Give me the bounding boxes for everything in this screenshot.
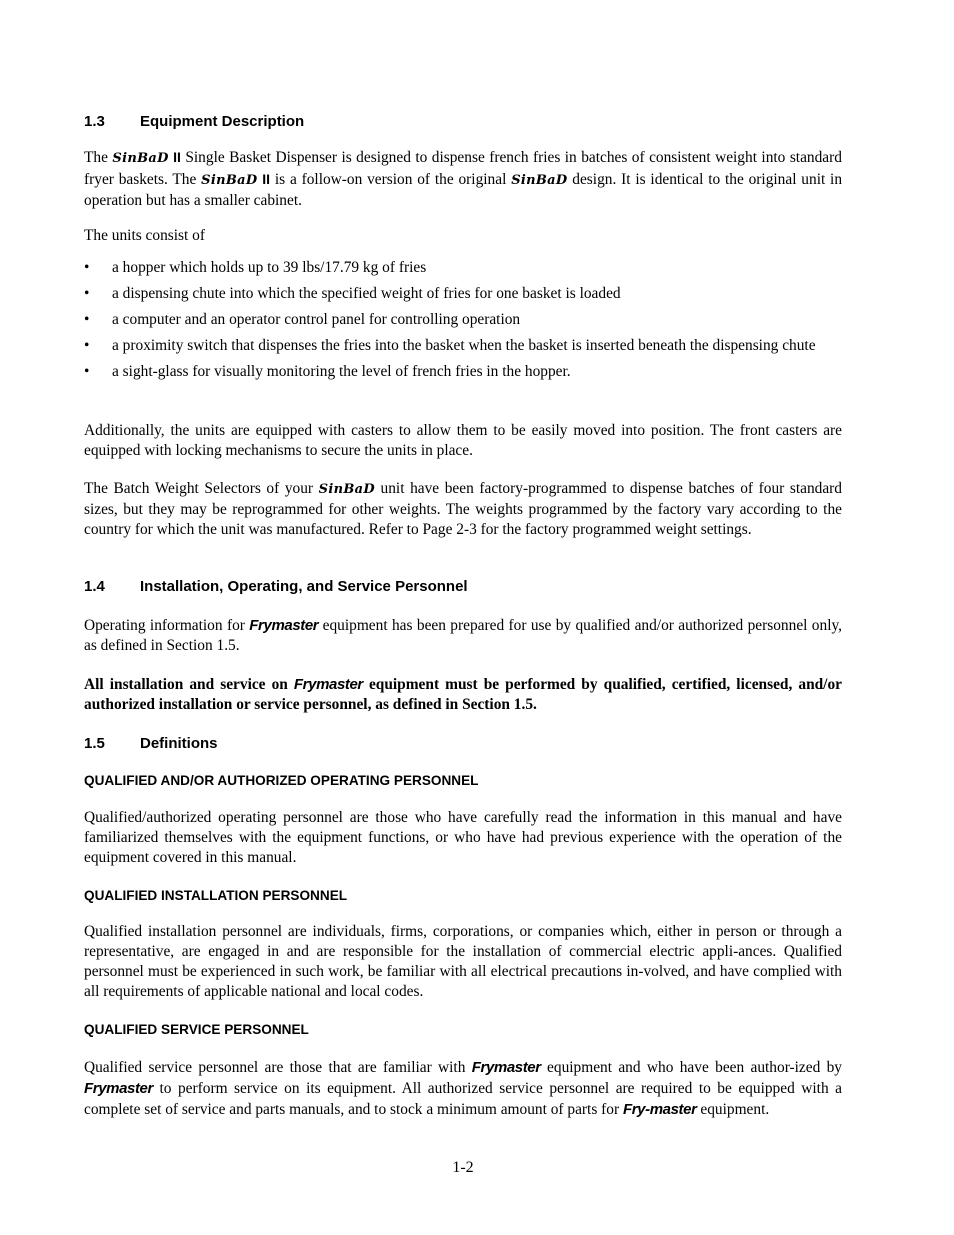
definition-heading: QUALIFIED SERVICE PERSONNEL [84, 1022, 309, 1037]
definition-text: Qualified installation personnel are individuals, firms, corporations, or companies which, either in person or through a representative, are engaged in and are responsible for the installation of commercial electric appli-ances. Qualified personnel must be experienced in such work, be familiar with all electrical precautions in-volved, and have complied with all requirements of applicable national and local codes. [84, 923, 842, 1000]
frymaster-logo: Fry- [622, 1101, 650, 1118]
model-suffix: II [173, 149, 181, 165]
frymaster-logo: master [649, 1101, 697, 1118]
units-consist-of-text: The units consist of [84, 227, 205, 244]
equipment-description-paragraph [84, 147, 842, 211]
frymaster-logo: Frymaster [84, 1080, 153, 1097]
bullet-icon: • [84, 363, 90, 380]
frymaster-logo: Frymaster [293, 676, 363, 693]
list-item: • a proximity switch that dispenses the fries into the basket when the basket is inserted beneath the dispensing chute [84, 337, 816, 354]
bullet-icon: • [84, 259, 90, 276]
list-item: • a sight-glass for visually monitoring the level of french fries in the hopper. [84, 363, 571, 380]
list-item: • a dispensing chute into which the specified weight of fries for one basket is loaded [84, 285, 621, 302]
section-title: Equipment Description [140, 113, 305, 130]
text-run: Single Basket Dispenser is designed to dispense french fries in batches of consistent weight into standard fryer baskets. The [84, 149, 842, 188]
operating-info-paragraph: Operating information for Frymaster equipment has been prepared for use by qualified and/or authorized personnel only, as defined in Section 1.5. [84, 617, 843, 654]
section-title: Installation, Operating, and Service Personnel [140, 578, 468, 595]
section-number: 1.5 [84, 735, 105, 752]
section-title: Definitions [140, 735, 218, 752]
components-list [84, 258, 842, 388]
definition-heading: QUALIFIED AND/OR AUTHORIZED OPERATING PERSONNEL [84, 773, 479, 788]
section-number: 1.3 [84, 113, 105, 130]
frymaster-logo: Frymaster [471, 1059, 541, 1076]
text-run: design. It is identical to the original unit in operation but has a smaller cabinet. [84, 171, 843, 209]
sinbad-logo: SinBaD [511, 173, 568, 188]
section-1-5-heading [84, 734, 842, 754]
casters-paragraph: Additionally, the units are equipped with casters to allow them to be easily moved into position. The front casters are equipped with locking mechanisms to secure the units in place. [84, 422, 842, 459]
frymaster-logo: Frymaster [249, 617, 319, 634]
list-item: • a computer and an operator control panel for controlling operation [84, 311, 521, 328]
text-run: is a follow-on version of the original [274, 171, 507, 188]
sinbad-logo: SinBaD [201, 173, 258, 188]
text-run: The [84, 149, 108, 166]
section-1-4-heading [84, 577, 842, 597]
definition-text: Qualified service personnel are those that are familiar with Frymaster equipment and who have been author-ized by Frymaster to perform service on its equipment. All authorized service personnel are required to be equipped with a complete set of service and parts manuals, and to stock a minimum amount of parts for Fry-master equipment. [84, 1059, 842, 1118]
definition-text: Qualified/authorized operating personnel are those who have carefully read the information in this manual and have familiarized themselves with the equipment functions, or who have had previous experience with the operation of the equipment covered in this manual. [84, 809, 842, 866]
batch-weight-paragraph: The Batch Weight Selectors of your SinBaD unit have been factory-programmed to dispense batches of four standard sizes, but they may be reprogrammed for other weights. The weights programmed by the factory vary according to the country for which the unit was manufactured. Refer to Page 2-3 for the factory programmed weight settings. [84, 480, 842, 538]
list-item: • a hopper which holds up to 39 lbs/17.79 kg of fries [84, 259, 427, 276]
installation-warning-paragraph: All installation and service on Frymaster equipment must be performed by qualified, certified, licensed, and/or authorized installation or service personnel, as defined in Section 1.5. [84, 676, 842, 713]
section-1-3-heading [84, 112, 842, 132]
sinbad-logo: SinBaD [112, 151, 169, 166]
model-suffix: II [262, 171, 271, 187]
section-number: 1.4 [84, 578, 105, 595]
page-number: 1-2 [452, 1159, 474, 1176]
definition-heading: QUALIFIED INSTALLATION PERSONNEL [84, 888, 348, 903]
bullet-icon: • [84, 337, 90, 354]
bullet-icon: • [84, 285, 90, 302]
bullet-icon: • [84, 311, 90, 328]
sinbad-logo: SinBaD [318, 482, 375, 497]
